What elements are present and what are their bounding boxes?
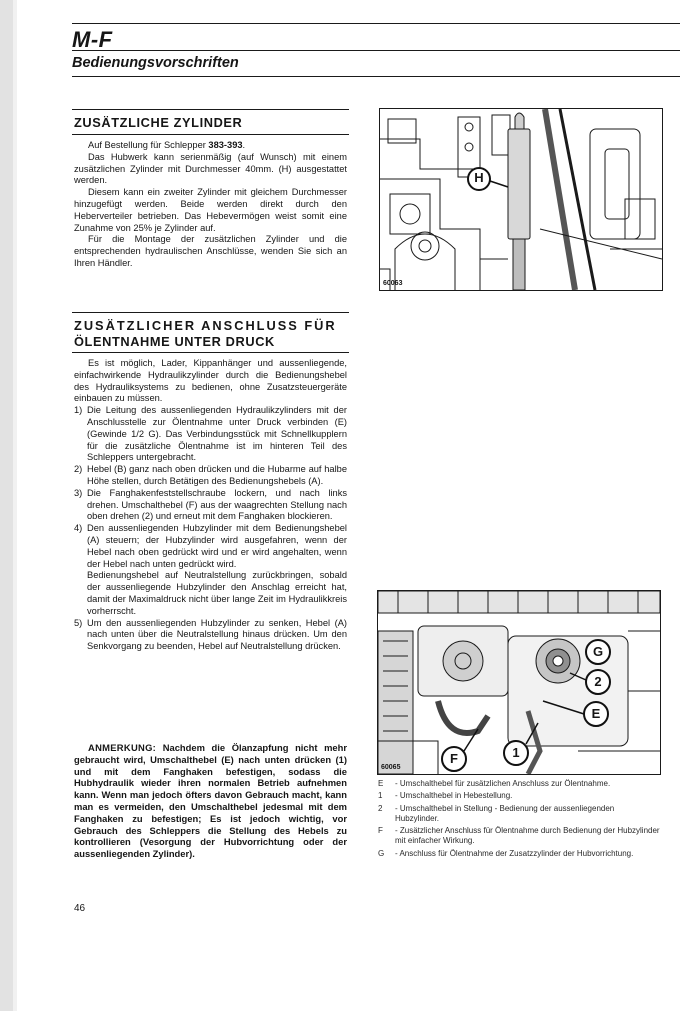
heading-line1-text: ZUSÄTZLICHER ANSCHLUSS FÜR: [74, 318, 337, 333]
step-text: Den aussenliegenden Hubzylinder mit dem Bedienungshebel (A) steuern; der Hubzylinder wird ausgefahren, wenn der Hebel nach oben gedrückt wird und er wird angehalten, wenn der Hebel nach unten gedrückt wird.: [87, 523, 347, 569]
section2-top-rule: [72, 312, 349, 313]
section2-intro: Es ist möglich, Lader, Kippanhänger und aussenliegende, einfachwirkende Hydraulikzylinder durch die Bedienungshebel des Hydrauliksystems zu bedienen, ohne Zusatzsteuergeräte einbauen zu müssen.: [74, 358, 347, 404]
note-label: ANMERKUNG:: [88, 742, 157, 753]
legend-text: - Umschalthebel in Hebestellung.: [395, 791, 513, 801]
step-item: [74, 488, 347, 523]
step-item: [74, 464, 347, 488]
legend-key: G: [378, 848, 385, 858]
legend-row: [378, 849, 660, 859]
section1-para3: Diesem kann ein zweiter Zylinder mit gleichem Durchmesser hinzugefügt werden. Beide werden direkt durch den Heberverteiler betrieben. Das Hebevermögen weist somit eine Zunahme von 25% je Zylinder auf.: [74, 187, 347, 233]
section1-para2: Das Hubwerk kann serienmäßig (auf Wunsch) mit einem zusätzlichen Zylinder mit Durchmesser 40mm. (H) ausgestattet werden.: [74, 151, 347, 186]
step-number: 2): [74, 464, 83, 475]
callout-f-label: F: [450, 751, 458, 766]
section2-heading-line1: [74, 318, 347, 334]
figure2-legend: [378, 779, 660, 861]
legend-key: F: [378, 826, 383, 836]
legend-text: - Umschalthebel für zusätzlichen Anschluss zur Ölentnahme.: [395, 779, 611, 788]
step-number: 3): [74, 487, 83, 498]
brand-title: M-F: [72, 27, 113, 52]
legend-row: [378, 791, 660, 801]
step-extra-text: Bedienungshebel auf Neutralstellung zurückbringen, sobald der aussenliegende Hubzylinder den Anschlag erreicht hat, damit der Maximaldruck nicht über lange Zeit im Hydraulikkreis vorherrscht.: [87, 570, 347, 616]
para1-prefix: Auf Bestellung für Schlepper: [88, 140, 209, 150]
figure-additional-cylinder: [379, 108, 663, 291]
section1-para4: Für die Montage der zusätzlichen Zylinder und die entsprechenden hydraulischen Anschlüsse, wenden Sie sich an Ihren Händler.: [74, 234, 347, 268]
legend-key: E: [378, 779, 384, 788]
legend-key: 1: [378, 791, 383, 801]
para1-suffix: .: [242, 140, 246, 150]
callout-2-label: 2: [594, 674, 602, 689]
step-item: [74, 405, 347, 464]
header-bottom-rule: [72, 76, 680, 77]
callout-e-label: E: [591, 706, 601, 721]
step-text: Die Fanghakenfeststellschraube lockern, und nach links drehen. Umschalthebel (F) aus der waagrechten Stellung nach oben drehen (2) und erneut mit dem Fanghaken blockieren.: [87, 487, 347, 522]
section1-bottom-rule: [72, 134, 349, 135]
section2-heading: [74, 318, 347, 350]
page-number: 46: [74, 903, 86, 914]
scan-edge-inner: [13, 0, 17, 1011]
step-number: 4): [74, 523, 83, 534]
callout-g-label: G: [592, 644, 604, 659]
step-number: 5): [74, 617, 83, 628]
step-number: 1): [74, 405, 83, 416]
note-block: [74, 742, 347, 860]
step-text: Hebel (B) ganz nach oben drücken und die Hubarme auf halbe Höhe stellen, durch Betätigen des Bedienungshebels (A).: [87, 464, 347, 486]
legend-key: 2: [378, 803, 383, 813]
section1-para1: [74, 140, 347, 152]
scan-edge: [0, 0, 13, 1011]
section2-heading-line2: ÖLENTNAHME UNTER DRUCK: [74, 334, 275, 349]
model-numbers: 383-393: [208, 140, 243, 150]
section2-body: [74, 358, 347, 653]
section1-body: [74, 140, 347, 270]
steps-list: [74, 405, 347, 653]
section1-heading: ZUSÄTZLICHE ZYLINDER: [74, 115, 243, 130]
header-mid-rule: [72, 50, 680, 51]
step-item: [74, 523, 347, 617]
step-item: [74, 618, 347, 653]
section2-bottom-rule: [72, 352, 349, 353]
legend-row: [378, 779, 660, 789]
manual-subtitle: Bedienungsvorschriften: [72, 55, 239, 71]
figure2-code: 60065: [381, 764, 401, 771]
step-text: Die Leitung des aussenliegenden Hydraulikzylinders mit der Anschlusstelle zur Ölentnahme unter Druck verbinden (E) (Gewinde 1/2 G). Das Verbindungsstück mit Schnellkupplern für die zusätzliche Ölentnahme ist im hinteren Teil des Schleppers untergebracht.: [87, 405, 347, 463]
legend-text: - Zusätzlicher Anschluss für Ölentnahme durch Bedienung der Hubzylinder mit einfacher Wirkung.: [395, 826, 660, 846]
note-text: Nachdem die Ölanzapfung nicht mehr gebraucht wird, Umschalthebel (E) nach unten drücken (1) und mit dem Fanghaken befestigen, sodass die Hubhydraulik wieder ihren normalen Betrieb aufnehmen kann. Wenn man jedoch öfters davon Gebrauch macht, kann man es vermeiden, den Umschalthebel jedesmal mit dem Fanghaken zu befestigen; Es ist jedoch wichtig, vor Gebrauch des Schleppers die Stellung des Hebels zu kontrollieren (Vesorgung der Hubvorrichtung oder der aussenliegenden Zylinder).: [74, 742, 347, 860]
legend-text: - Umschalthebel in Stellung - Bedienung der aussenliegenden Hubzylinder.: [395, 803, 615, 823]
header-top-rule: [72, 23, 680, 24]
figure-oil-outlet: [377, 590, 661, 775]
callout-1-label: 1: [512, 745, 520, 760]
callout-h-label: H: [474, 170, 484, 185]
step-text: Um den aussenliegenden Hubzylinder zu senken, Hebel (A) nach unten über die Neutralstellung hinaus drücken. Um den Senkvorgang zu beenden, Hebel auf Neutralstellung drücken.: [87, 617, 347, 652]
legend-row: [378, 804, 660, 825]
cylinder-illustration: [380, 109, 662, 290]
figure1-code: 60063: [383, 280, 403, 287]
legend-text: - Anschluss für Ölentnahme der Zusatzzylinder der Hubvorrichtung.: [395, 848, 634, 858]
legend-row: [378, 826, 660, 847]
section1-top-rule: [72, 109, 349, 110]
